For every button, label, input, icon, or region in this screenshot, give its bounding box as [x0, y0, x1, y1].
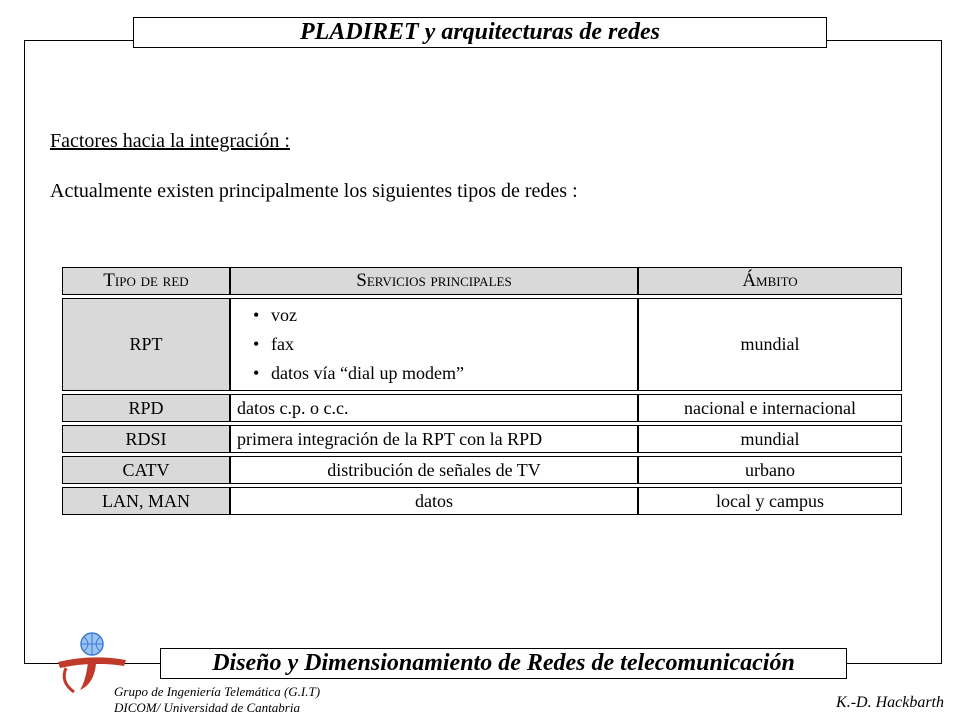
- section-heading: Factores hacia la integración :: [50, 130, 290, 152]
- list-item: • fax: [255, 330, 631, 359]
- table-row-rpd: [62, 394, 902, 422]
- author-name: K.-D. Hackbarth: [836, 694, 944, 711]
- cell-type: LAN, MAN: [62, 487, 230, 515]
- table-row-catv: [62, 456, 902, 484]
- footer-title: Diseño y Dimensionamiento de Redes de telecomunicación: [160, 648, 847, 679]
- cell-scope: mundial: [638, 425, 902, 453]
- org-line-1: Grupo de Ingeniería Telemática (G.I.T): [114, 684, 321, 699]
- list-item: • voz: [255, 301, 631, 330]
- cell-scope: mundial: [638, 298, 902, 391]
- header-services: Servicios principales: [230, 267, 638, 295]
- header-scope: Ámbito: [638, 267, 902, 295]
- slide-title: PLADIRET y arquitecturas de redes: [133, 17, 827, 48]
- list-item: • datos vía “dial up modem”: [255, 359, 631, 388]
- cell-scope: nacional e internacional: [638, 394, 902, 422]
- cell-scope: urbano: [638, 456, 902, 484]
- cell-type: CATV: [62, 456, 230, 484]
- intro-text: Actualmente existen principalmente los siguientes tipos de redes :: [50, 180, 578, 202]
- organization-info: [114, 684, 320, 716]
- services-list: [237, 301, 631, 388]
- cell-services: [230, 298, 638, 391]
- table-header-row: [62, 267, 902, 295]
- cell-services: primera integración de la RPT con la RPD: [230, 425, 638, 453]
- cell-services: datos: [230, 487, 638, 515]
- cell-type: RPD: [62, 394, 230, 422]
- cell-scope: local y campus: [638, 487, 902, 515]
- table-row-rpt: [62, 298, 902, 391]
- cell-type: RPT: [62, 298, 230, 391]
- org-line-2: DICOM/ Universidad de Cantabria: [114, 700, 300, 715]
- cell-type: RDSI: [62, 425, 230, 453]
- cell-services: distribución de señales de TV: [230, 456, 638, 484]
- table-row-rdsi: [62, 425, 902, 453]
- table-row-lan-man: [62, 487, 902, 515]
- network-types-table: [62, 264, 902, 518]
- header-type: Tipo de red: [62, 267, 230, 295]
- cell-services: datos c.p. o c.c.: [230, 394, 638, 422]
